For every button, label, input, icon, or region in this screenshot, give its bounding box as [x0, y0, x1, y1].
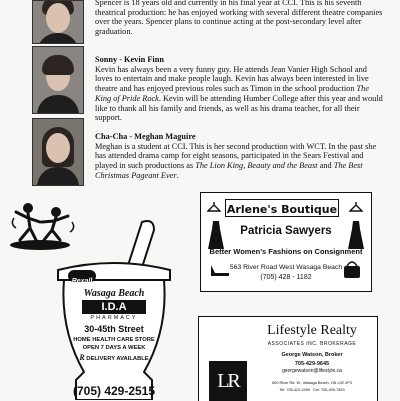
pharmacy-town: Wasaga Beach — [83, 288, 145, 299]
hanger-icon — [349, 201, 363, 213]
pharmacy-line1: HOME HEALTH CARE STORE — [73, 337, 155, 343]
boutique-tagline: Better Women's Fashions on Consignment — [209, 247, 363, 256]
bio-heading: Cha-Cha - Meghan Maguire — [95, 132, 196, 141]
bio-meghan-maguire — [95, 132, 385, 181]
realty-phone: 705-429-9645 — [294, 361, 330, 367]
rx-symbol: R — [79, 353, 85, 362]
pharmacy-line2: OPEN 7 DAYS A WEEK — [82, 345, 146, 351]
realty-ad — [198, 316, 378, 401]
realty-contact — [253, 388, 371, 392]
boutique-phone: (705) 428 - 1182 — [260, 274, 312, 281]
bio-text: Spencer is 18 years old and currently in his final year at CCI. This is his seventh theatrical production: he has enjoyed working with several different theatre companies over the years. Spencer plans to continue acting at the post-secondary level after graduation. — [95, 0, 383, 37]
realty-broker: George Watson, Broker — [281, 352, 343, 358]
headshot-spencer — [32, 0, 84, 44]
realty-name: Lifestyle Realty — [267, 323, 357, 338]
bio-text: Meghan is a student at CCI. This is her second production with WCT. In the past she has attended drama camp for eight seasons, participated in the Sears Festival and played in such productions as The Lion King, Beauty and the Beast and The Best Christmas Pageant Ever. — [95, 141, 377, 180]
realty-subtitle: ASSOCIATES INC. BROKERAGE — [267, 341, 357, 347]
headshot-meghan-maguire — [32, 118, 84, 186]
realty-logo — [209, 361, 247, 401]
pharmacy-ad — [54, 218, 174, 400]
boutique-title-box — [225, 199, 339, 217]
headshot-kevin-finn — [32, 46, 84, 114]
rexall-logo: Rexall — [71, 278, 93, 285]
bio-spencer — [95, 0, 385, 37]
realty-tel: Tel: 705-422-2499 — [279, 388, 310, 392]
pharmacy-address: 30-45th Street — [84, 324, 144, 334]
pharmacy-subbrand: PHARMACY — [90, 315, 138, 321]
ida-logo: I.D.A — [82, 300, 146, 314]
bio-heading: Sonny - Kevin Finn — [95, 55, 164, 64]
delivery-text: DELIVERY AVAILABLE — [86, 356, 149, 362]
realty-logo-letters: LR — [217, 370, 239, 392]
boutique-ad — [200, 192, 372, 292]
pharmacy-line3 — [54, 353, 174, 362]
realty-cell: Cel: 705-409-7853 — [313, 388, 345, 392]
boutique-address: 563 River Road West Wasaga Beach — [229, 264, 343, 271]
hanger-icon — [207, 201, 221, 213]
boutique-owner: Patricia Sawyers — [240, 225, 332, 237]
boutique-title: Arlene's Boutique — [226, 203, 338, 216]
rexall-badge — [68, 270, 96, 285]
bio-text: Kevin has always been a very funny guy. He attends Jean Vanier High School and loves to entertain and make people laugh. Kevin has always been interested in live theatre and has enjoyed previous roles such as Timon in the school production The King of Pride Rock. Kevin will be attending Humber College after this year and would like to thank all his family and friends, as well as his drama teacher, for all their support. — [95, 64, 383, 123]
bio-kevin-finn — [95, 55, 385, 123]
realty-email: georgewatson@lifestyle.ca — [282, 368, 342, 374]
pharmacy-phone: (705) 429-2515 — [72, 384, 156, 398]
realty-address: 890 River Rd. W., Wasaga Beach, ON L9Z 2P3 — [272, 381, 352, 385]
